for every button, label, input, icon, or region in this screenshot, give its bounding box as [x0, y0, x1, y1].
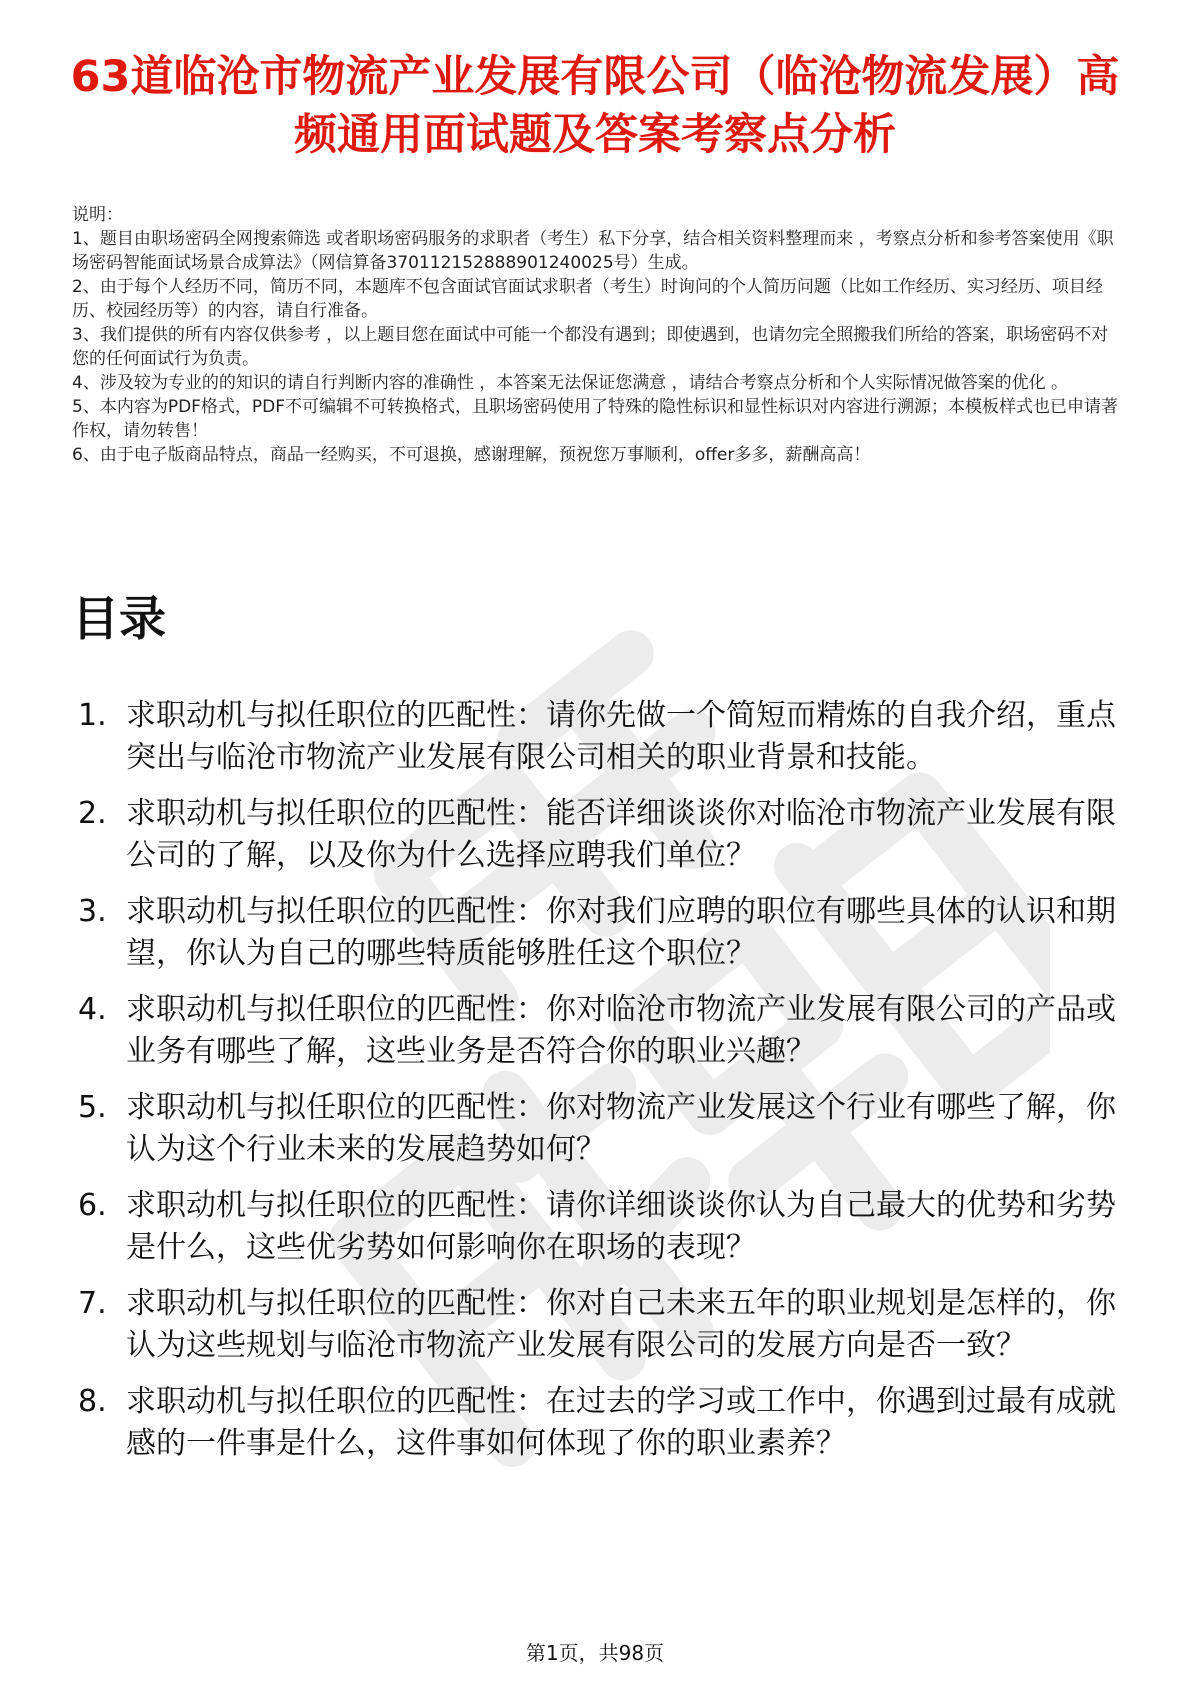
toc-item-7[interactable]: [78, 1283, 1138, 1367]
note-item-3: 3、我们提供的所有内容仅供参考 ，以上题目您在面试中可能一个都没有遇到；即使遇到，也请勿完全照搬我们所给的答案，职场密码不对您的任何面试行为负责。: [72, 325, 1109, 369]
toc-item-6[interactable]: [78, 1185, 1138, 1269]
document-title: 63道临沧市物流产业发展有限公司（临沧物流发展）高频通用面试题及答案考察点分析: [70, 52, 1120, 160]
note-item-5: 5、本内容为PDF格式，PDF不可编辑不可转换格式，且职场密码使用了特殊的隐性标识和显性标识对内容进行溯源；本模板样式也已申请著作权，请勿转售！: [72, 397, 1119, 441]
toc-item-number: 4.: [78, 992, 107, 1027]
toc-item-5[interactable]: [78, 1087, 1138, 1171]
note-item-1: 1、题目由职场密码全网搜索筛选 或者职场密码服务的求职者（考生）私下分享，结合相关资料整理而来 ，考察点分析和参考答案使用《职场密码智能面试场景合成算法》（网信算备370112152888901240025号）生成。: [72, 229, 1114, 273]
toc-item-text: 求职动机与拟任职位的匹配性：你对临沧市物流产业发展有限公司的产品或业务有哪些了解，这些业务是否符合你的职业兴趣？: [126, 992, 1116, 1069]
toc-item-number: 5.: [78, 1090, 107, 1125]
toc-item-text: 求职动机与拟任职位的匹配性：在过去的学习或工作中，你遇到过最有成就感的一件事是什么，这件事如何体现了你的职业素养？: [126, 1384, 1116, 1461]
toc-item-text: 求职动机与拟任职位的匹配性：你对自己未来五年的职业规划是怎样的，你认为这些规划与临沧市物流产业发展有限公司的发展方向是否一致？: [126, 1286, 1116, 1363]
note-item-2: 2、由于每个人经历不同，简历不同，本题库不包含面试官面试求职者（考生）时询问的个人简历问题（比如工作经历、实习经历、项目经历、校园经历等）的内容，请自行准备。: [72, 277, 1103, 321]
toc-item-number: 2.: [78, 796, 107, 831]
toc-item-text: 求职动机与拟任职位的匹配性：请你详细谈谈你认为自己最大的优势和劣势是什么，这些优劣势如何影响你在职场的表现？: [126, 1188, 1116, 1265]
toc-item-8[interactable]: [78, 1381, 1138, 1465]
toc-item-1[interactable]: [78, 695, 1138, 779]
toc-item-4[interactable]: [78, 989, 1138, 1073]
toc-item-number: 6.: [78, 1188, 107, 1223]
note-item-6: 6、由于电子版商品特点，商品一经购买，不可退换，感谢理解，预祝您万事顺利，offer多多，薪酬高高！: [72, 445, 871, 465]
note-item-4: 4、涉及较为专业的的知识的请自行判断内容的准确性 ，本答案无法保证您满意 ，请结合考察点分析和个人实际情况做答案的优化 。: [72, 373, 1069, 393]
toc-list: [78, 695, 1138, 1479]
toc-item-text: 求职动机与拟任职位的匹配性：能否详细谈谈你对临沧市物流产业发展有限公司的了解，以及你为什么选择应聘我们单位？: [126, 796, 1116, 873]
page-number: 第1页，共98页: [525, 1641, 665, 1665]
toc-item-number: 7.: [78, 1286, 107, 1321]
toc-item-2[interactable]: [78, 793, 1138, 877]
toc-item-number: 8.: [78, 1384, 107, 1419]
toc-item-number: 3.: [78, 894, 107, 929]
toc-item-text: 求职动机与拟任职位的匹配性：你对物流产业发展这个行业有哪些了解，你认为这个行业未来的发展趋势如何？: [126, 1090, 1116, 1167]
toc-item-text: 求职动机与拟任职位的匹配性：你对我们应聘的职位有哪些具体的认识和期望，你认为自己的哪些特质能够胜任这个职位？: [126, 894, 1116, 971]
toc-item-3[interactable]: [78, 891, 1138, 975]
toc-item-text: 求职动机与拟任职位的匹配性：请你先做一个简短而精炼的自我介绍，重点突出与临沧市物流产业发展有限公司相关的职业背景和技能。: [126, 698, 1116, 775]
toc-heading: 目录: [72, 592, 166, 647]
toc-item-number: 1.: [78, 698, 107, 733]
disclaimer-notes: [72, 203, 1122, 467]
notes-heading: 说明：: [72, 205, 123, 225]
